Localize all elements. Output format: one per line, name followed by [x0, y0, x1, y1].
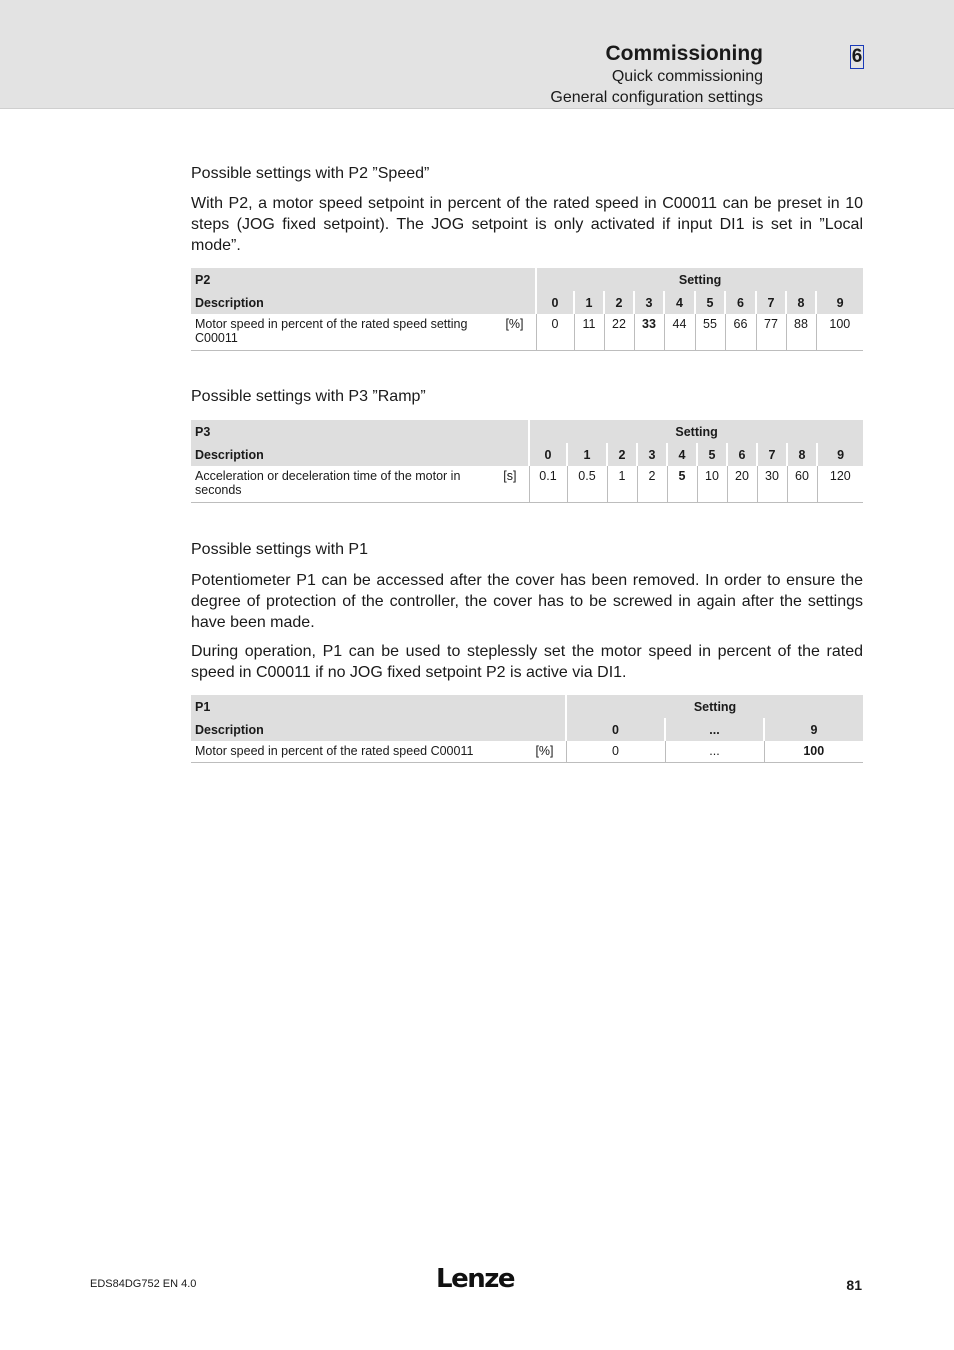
- column-header: 2: [607, 443, 637, 466]
- row-description-text: Motor speed in percent of the rated speed C00011: [195, 744, 474, 759]
- p1-description-1: Potentiometer P1 can be accessed after the cover has been removed. In order to ensure the degree of protection of the controller, the cover has to be screwed in again after the settings have been made.: [191, 572, 863, 631]
- section-title: Quick commissioning: [611, 68, 763, 85]
- table-cell: 100: [816, 314, 863, 350]
- column-header: 0: [536, 291, 574, 314]
- row-description-text: Motor speed in percent of the rated speed setting C00011: [195, 317, 468, 345]
- column-header: 8: [787, 443, 817, 466]
- column-header: 6: [727, 443, 757, 466]
- table-cell: 10: [697, 466, 727, 502]
- table-cell-default: 100: [764, 741, 863, 762]
- table-cell: 11: [574, 314, 604, 350]
- setting-header: Setting: [536, 268, 863, 291]
- setting-header: Setting: [566, 695, 863, 718]
- column-header: 5: [695, 291, 725, 314]
- chapter-title: Commissioning: [605, 42, 763, 65]
- document-id: EDS84DG752 EN 4.0: [90, 1278, 197, 1290]
- table-cell: 0.5: [567, 466, 607, 502]
- table-param-label: P2: [195, 272, 211, 287]
- unit-label: [%]: [535, 744, 554, 758]
- column-header: 0: [529, 443, 567, 466]
- column-header: 4: [667, 443, 697, 466]
- column-header: 3: [637, 443, 667, 466]
- description-header: Description: [195, 447, 264, 462]
- table-cell: 0.1: [529, 466, 567, 502]
- column-header: 7: [756, 291, 786, 314]
- column-header: 3: [634, 291, 664, 314]
- subsection-title: General configuration settings: [550, 89, 763, 106]
- table-row-description: [191, 466, 529, 502]
- unit-label: [%]: [505, 317, 524, 331]
- table-cell-default: 33: [634, 314, 664, 350]
- table-cell: 2: [637, 466, 667, 502]
- table-param-label: P1: [195, 699, 211, 714]
- table-cell: 44: [664, 314, 695, 350]
- column-header: 2: [604, 291, 634, 314]
- p2-description: With P2, a motor speed setpoint in percent of the rated speed in C00011 can be preset in 10 steps (JOG fixed setpoint). The JOG setpoint is only activated if input DI1 is set in ”Local mode”.: [191, 195, 863, 254]
- table-cell: 1: [607, 466, 637, 502]
- column-header: 4: [664, 291, 695, 314]
- description-header: Description: [195, 722, 264, 737]
- table-row-description: [191, 314, 536, 350]
- table-cell-default: 5: [667, 466, 697, 502]
- page-header: [0, 0, 954, 109]
- table-cell: 55: [695, 314, 725, 350]
- table-cell: 60: [787, 466, 817, 502]
- table-cell: 88: [786, 314, 816, 350]
- table-param-label: P3: [195, 424, 211, 439]
- lenze-logo: Lenze: [436, 1264, 514, 1294]
- table-row-description: [191, 741, 566, 762]
- column-header: ...: [665, 718, 764, 741]
- column-header: 5: [697, 443, 727, 466]
- column-header: 1: [574, 291, 604, 314]
- table-cell: 77: [756, 314, 786, 350]
- unit-label: [s]: [503, 469, 517, 483]
- row-description-text: Acceleration or deceleration time of the motor in seconds: [195, 469, 461, 497]
- p1-heading: Possible settings with P1: [191, 541, 368, 558]
- p1-settings-table: [191, 695, 863, 763]
- column-header: 7: [757, 443, 787, 466]
- column-header: 0: [566, 718, 665, 741]
- table-cell: 30: [757, 466, 787, 502]
- table-cell: 0: [536, 314, 574, 350]
- table-cell: 120: [817, 466, 863, 502]
- page-number: 81: [846, 1277, 862, 1293]
- chapter-number-link[interactable]: 6: [851, 46, 863, 67]
- table-cell: ...: [665, 741, 764, 762]
- setting-header: Setting: [529, 420, 863, 443]
- table-cell: 66: [725, 314, 756, 350]
- p3-settings-table: [191, 420, 863, 503]
- table-cell: 22: [604, 314, 634, 350]
- table-cell: 20: [727, 466, 757, 502]
- column-header: 9: [764, 718, 863, 741]
- column-header: 9: [816, 291, 863, 314]
- column-header: 1: [567, 443, 607, 466]
- p3-heading: Possible settings with P3 ”Ramp”: [191, 388, 426, 405]
- p2-settings-table: [191, 268, 863, 351]
- p1-description-2: During operation, P1 can be used to steplessly set the motor speed in percent of the rated speed in C00011 if no JOG fixed setpoint P2 is active via DI1.: [191, 643, 863, 681]
- description-header: Description: [195, 295, 264, 310]
- table-cell: 0: [566, 741, 665, 762]
- column-header: 9: [817, 443, 863, 466]
- p2-heading: Possible settings with P2 ”Speed”: [191, 165, 430, 182]
- column-header: 8: [786, 291, 816, 314]
- column-header: 6: [725, 291, 756, 314]
